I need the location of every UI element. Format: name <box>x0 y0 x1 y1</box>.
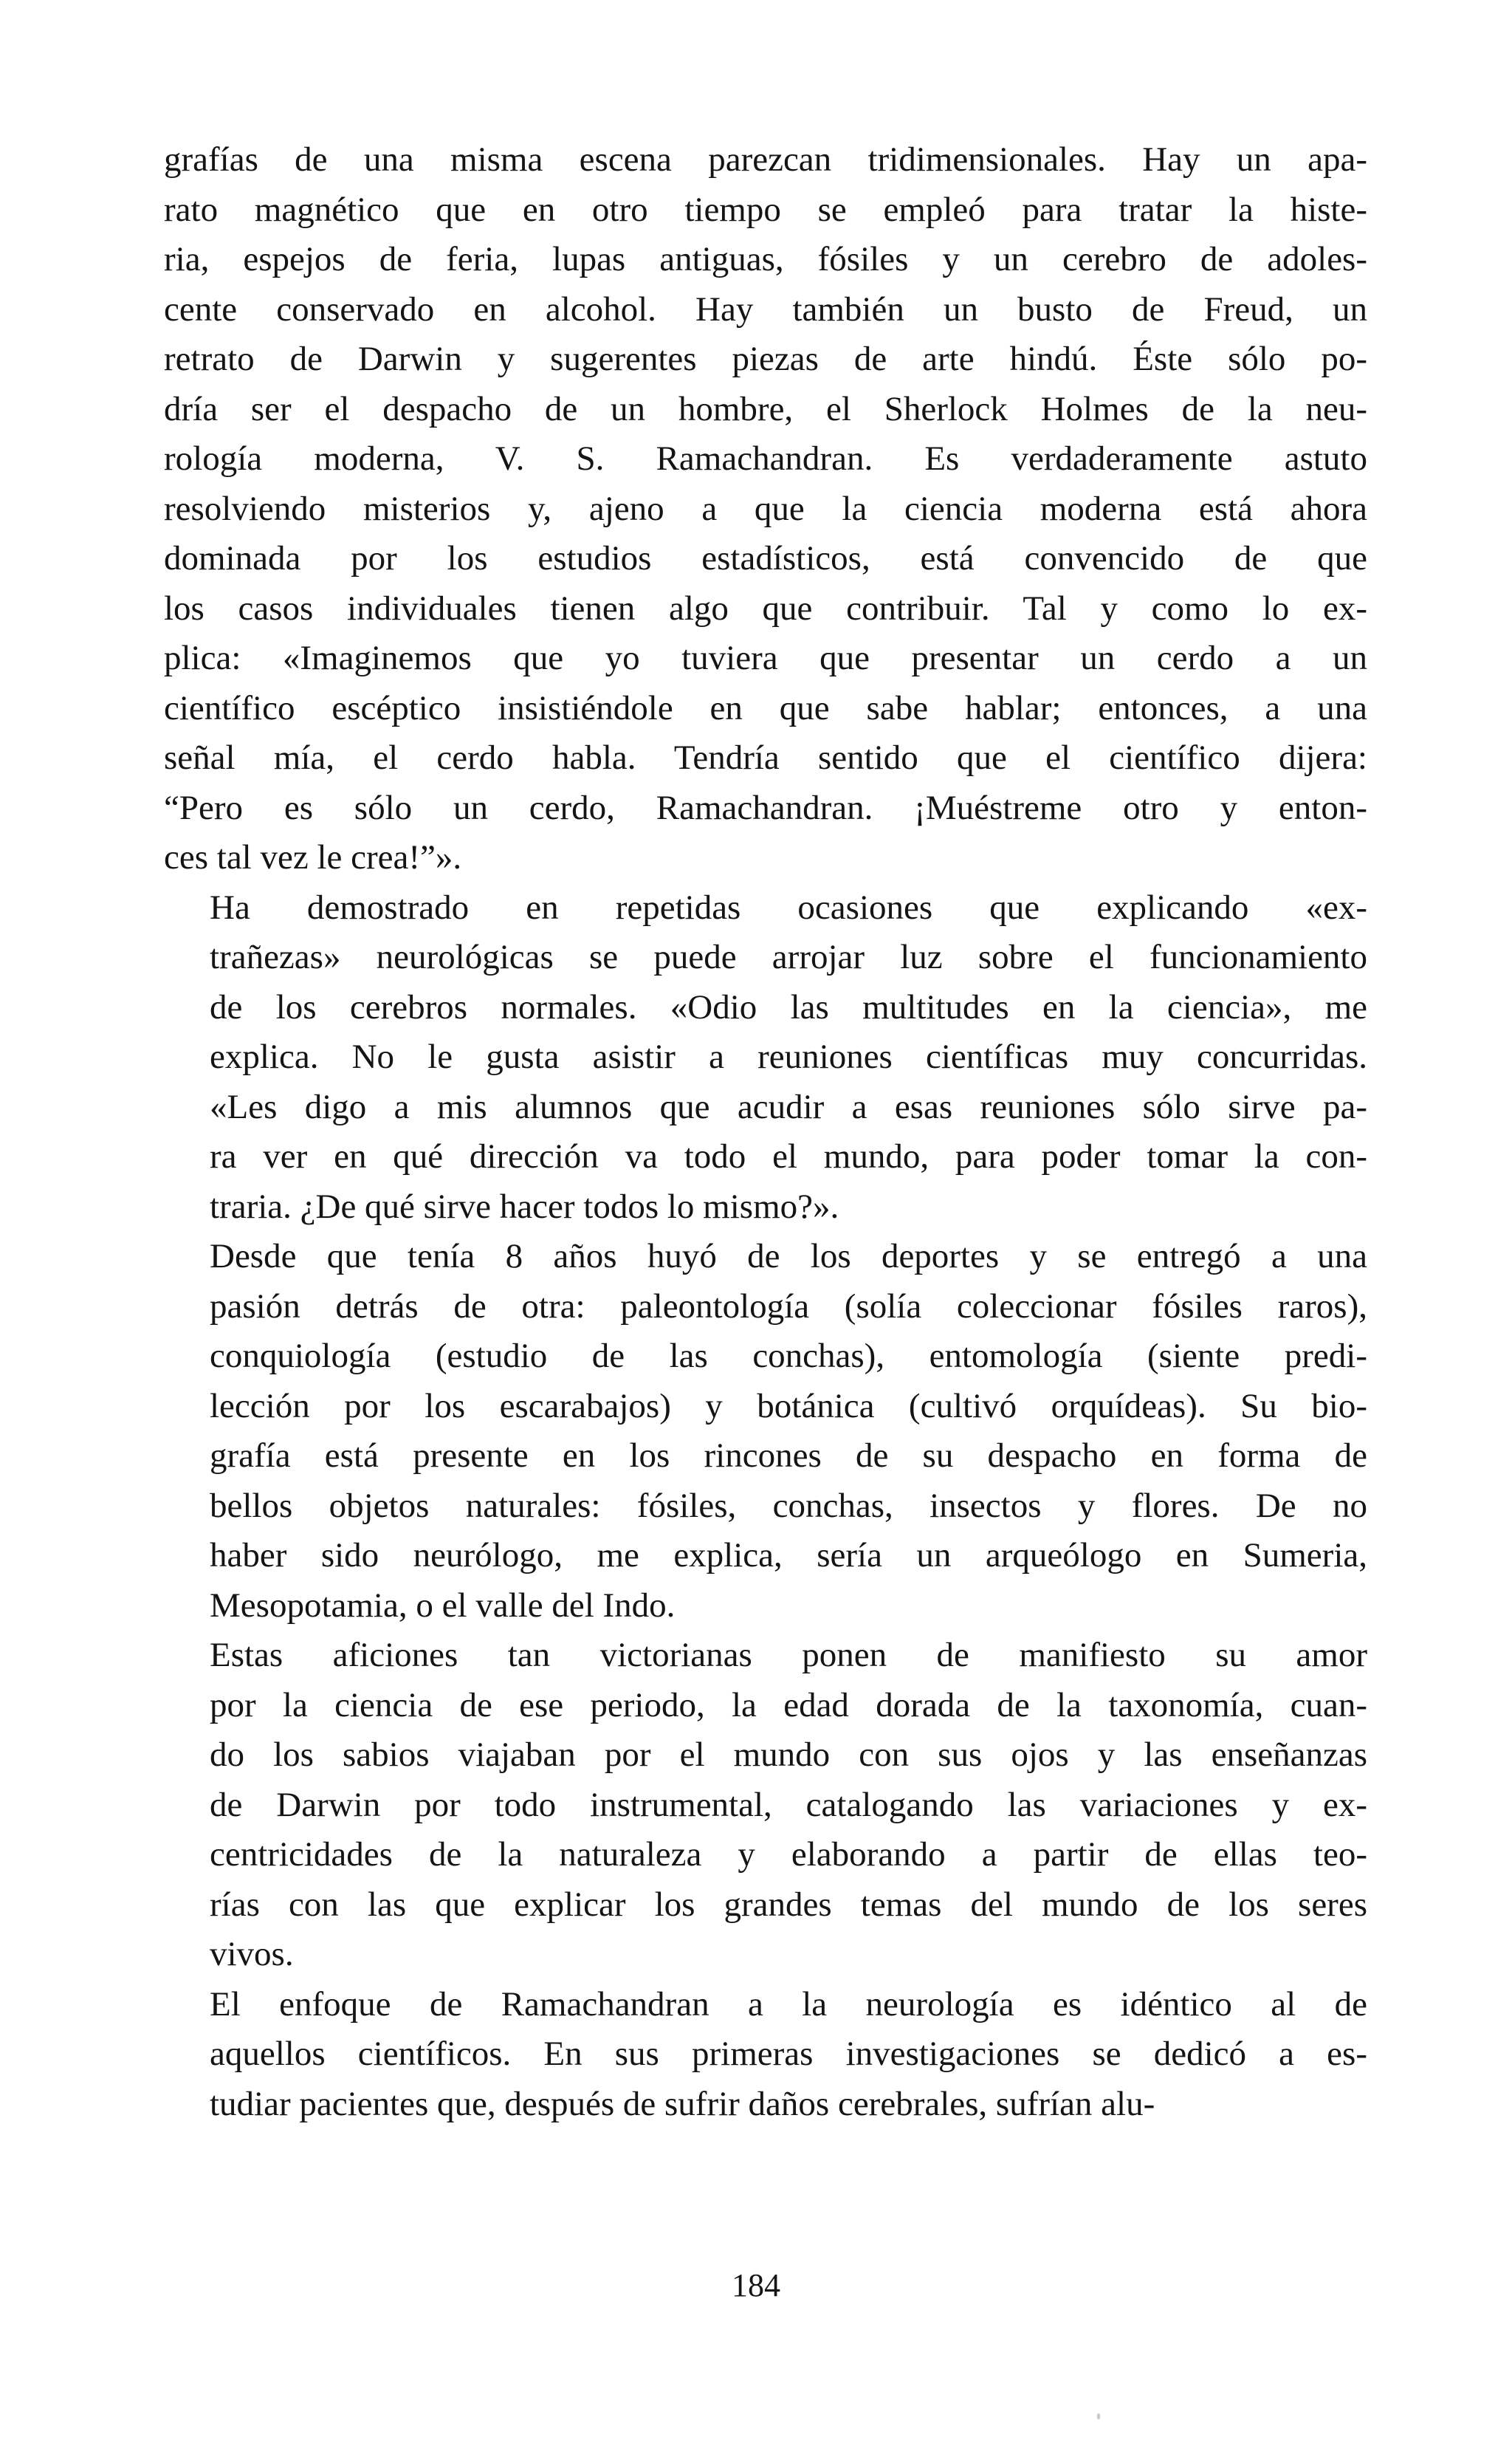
paragraph <box>164 135 1367 883</box>
text-line: rías con las que explicar los grandes temas del mundo de los seres <box>210 1885 1367 1924</box>
text-line: “Pero es sólo un cerdo, Ramachandran. ¡Muéstreme otro y enton- <box>164 788 1367 827</box>
text-line: aquellos científicos. En sus primeras investigaciones se dedicó a es- <box>210 2035 1367 2073</box>
paragraph <box>164 1631 1367 1980</box>
page-number: 184 <box>732 2267 780 2303</box>
text-line: Ha demostrado en repetidas ocasiones que explicando «ex- <box>210 888 1367 927</box>
text-line: ra ver en qué dirección va todo el mundo, para poder tomar la con- <box>210 1137 1367 1176</box>
text-line: do los sabios viajaban por el mundo con sus ojos y las enseñanzas <box>210 1735 1367 1774</box>
text-line: explica. No le gusta asistir a reuniones científicas muy concurridas. <box>210 1038 1367 1076</box>
text-line: grafía está presente en los rincones de su despacho en forma de <box>210 1436 1367 1475</box>
text-line: retrato de Darwin y sugerentes piezas de arte hindú. Éste sólo po- <box>164 340 1367 378</box>
text-line: conquiología (estudio de las conchas), entomología (siente predi- <box>210 1337 1367 1375</box>
text-line: centricidades de la naturaleza y elaborando a partir de ellas teo- <box>210 1835 1367 1874</box>
text-line: Estas aficiones tan victorianas ponen de manifiesto su amor <box>210 1636 1367 1674</box>
page-body <box>164 135 1367 2129</box>
text-line: El enfoque de Ramachandran a la neurología es idéntico al de <box>210 1984 1367 2023</box>
text-line: señal mía, el cerdo habla. Tendría sentido que el científico dijera: <box>164 739 1367 777</box>
text-line: grafías de una misma escena parezcan tridimensionales. Hay un apa- <box>164 140 1367 179</box>
text-line: vivos. <box>210 1935 294 1973</box>
paragraph <box>164 1980 1367 2130</box>
text-line: de los cerebros normales. «Odio las multitudes en la ciencia», me <box>210 987 1367 1027</box>
text-line: dominada por los estudios estadísticos, está convencido de que <box>164 539 1367 578</box>
text-line: plica: «Imaginemos que yo tuviera que presentar un cerdo a un <box>164 639 1367 677</box>
text-line: rología moderna, V. S. Ramachandran. Es verdaderamente astuto <box>164 439 1367 478</box>
text-line: científico escéptico insistiéndole en que sabe hablar; entonces, a una <box>164 688 1367 727</box>
text-line: dría ser el despacho de un hombre, el Sherlock Holmes de la neu- <box>164 389 1367 428</box>
scan-speck <box>1097 2413 1100 2419</box>
text-line: ces tal vez le crea!”». <box>164 838 462 877</box>
text-line: rato magnético que en otro tiempo se empleó para tratar la histe- <box>164 190 1367 229</box>
text-line: por la ciencia de ese periodo, la edad dorada de la taxonomía, cuan- <box>210 1685 1367 1724</box>
text-line: ria, espejos de feria, lupas antiguas, fósiles y un cerebro de adoles- <box>164 240 1367 278</box>
text-line: tudiar pacientes que, después de sufrir daños cerebrales, sufrían alu- <box>210 2084 1155 2123</box>
text-line: haber sido neurólogo, me explica, sería un arqueólogo en Sumeria, <box>210 1536 1367 1574</box>
text-line: bellos objetos naturales: fósiles, conchas, insectos y flores. De no <box>210 1486 1367 1525</box>
paragraph <box>164 883 1367 1233</box>
text-line: cente conservado en alcohol. Hay también un busto de Freud, un <box>164 289 1367 329</box>
text-line: trañezas» neurológicas se puede arrojar luz sobre el funcionamiento <box>210 938 1367 976</box>
text-line: Desde que tenía 8 años huyó de los deportes y se entregó a una <box>210 1237 1367 1275</box>
text-line: resolviendo misterios y, ajeno a que la ciencia moderna está ahora <box>164 489 1367 528</box>
text-line: traria. ¿De qué sirve hacer todos lo mismo?». <box>210 1187 839 1226</box>
text-line: «Les digo a mis alumnos que acudir a esas reuniones sólo sirve pa- <box>210 1087 1367 1126</box>
text-line: Mesopotamia, o el valle del Indo. <box>210 1586 676 1625</box>
text-line: los casos individuales tienen algo que contribuir. Tal y como lo ex- <box>164 589 1367 628</box>
text-line: lección por los escarabajos) y botánica (cultivó orquídeas). Su bio- <box>210 1386 1367 1425</box>
paragraph <box>164 1232 1367 1631</box>
text-line: pasión detrás de otra: paleontología (solía coleccionar fósiles raros), <box>210 1286 1367 1326</box>
text-line: de Darwin por todo instrumental, catalogando las variaciones y ex- <box>210 1785 1367 1824</box>
